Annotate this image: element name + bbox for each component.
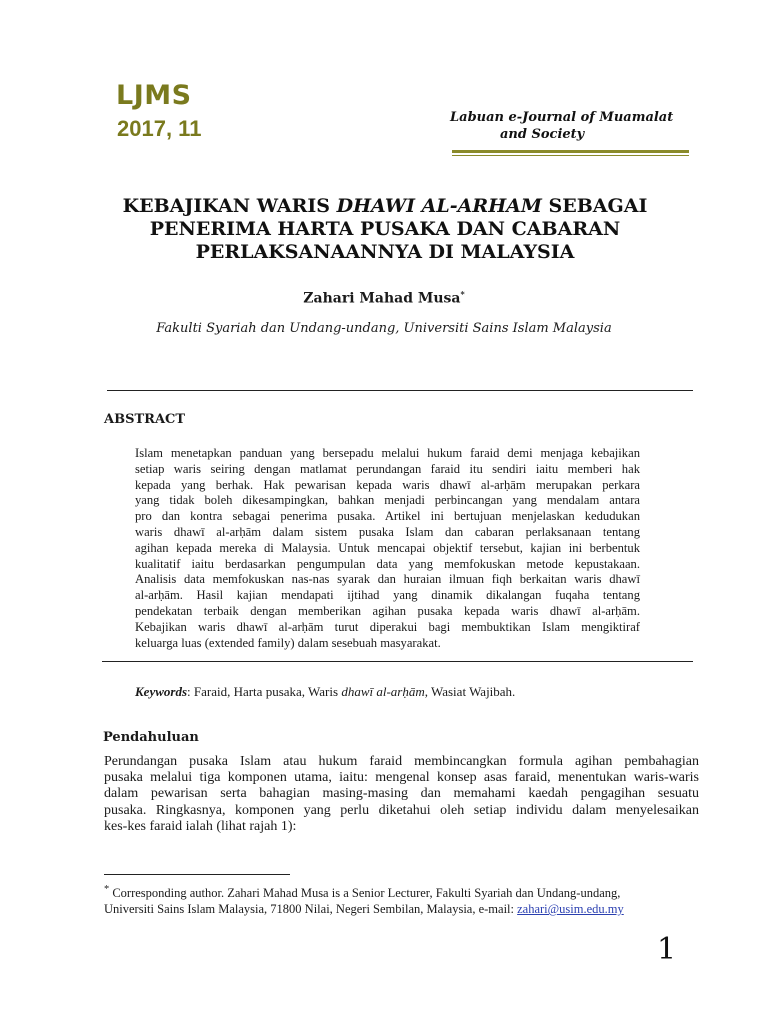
keywords-text-italic: dhawī al-arḥām (341, 684, 425, 699)
abstract-line: keluarga luas (extended family) dalam sesebuah masyarakat. (135, 635, 441, 650)
journal-logo: LJMS (116, 80, 192, 111)
introduction-line: Perundangan pusaka Islam atau hukum faraid membincangkan formula agihan pembahagian (104, 754, 699, 769)
abstract-line: Analisis data memfokuskan nas-nas syarak dan huraian ilmuan fiqh berkaitan waris dhawī (135, 572, 640, 587)
abstract-body (135, 446, 640, 651)
abstract-line: setiap waris seiring dengan matlamat perundangan faraid itu sendiri iaitu memberi hak (135, 461, 640, 476)
author-name (0, 289, 768, 307)
title-line-1-pre: KEBAJIKAN WARIS (122, 195, 337, 217)
abstract-line: kepada yang berhak. Hak pewarisan kepada waris dhawī al-arḥām merupakan perkara (135, 477, 640, 492)
journal-issue: 2017, 11 (117, 116, 202, 141)
title-line-2: PENERIMA HARTA PUSAKA DAN CABARAN (149, 218, 621, 240)
abstract-line: Islam menetapkan panduan yang bersepadu melalui hukum faraid demi menjaga kebajikan (135, 446, 640, 460)
title-line-1-italic: DHAWI AL-ARHAM (336, 195, 542, 217)
footnote-rule (104, 874, 290, 875)
footnote (104, 882, 700, 917)
page-number: 1 (657, 932, 677, 967)
abstract-line: al-arḥām. Hasil kajian mendapati ijtihad yang dinamik dikalangan fuqaha tentang (135, 588, 640, 603)
abstract-line: pendekatan terbaik dengan memberikan agihan pusaka kepada waris dhawī al-arḥām. (135, 603, 640, 618)
footnote-line-2 (104, 901, 700, 917)
introduction-body (104, 754, 699, 835)
introduction-line: kes-kes faraid ialah (lihat rajah 1): (104, 818, 297, 834)
section-heading-introduction: Pendahuluan (103, 730, 199, 745)
title-line-1 (70, 195, 700, 218)
keywords-label: Keywords (135, 684, 187, 699)
abstract-line: agihan kepada mereka di Malaysia. Untuk mencapai objektif tersebut, kajian ini berbentuk (135, 540, 640, 555)
keywords (135, 684, 515, 700)
divider-middle (102, 661, 693, 662)
author-mark: * (460, 289, 465, 299)
keywords-text-post: , Wasiat Wajibah. (424, 684, 516, 699)
abstract-line: Kebajikan waris dhawī al-arḥām turut diperakui bagi membuktikan Islam mengiktiraf (135, 619, 640, 634)
introduction-line: pusaka melalui tiga komponen utama, iaitu: mengenal konsep asas faraid, menentukan waris-waris (104, 770, 699, 786)
author-name-text: Zahari Mahad Musa (303, 290, 461, 307)
author-affiliation: Fakulti Syariah dan Undang-undang, Universiti Sains Islam Malaysia (156, 321, 612, 336)
title-line-3: PERLAKSANAANNYA DI MALAYSIA (195, 241, 575, 263)
footnote-line-1 (104, 882, 700, 901)
footnote-line-1-text: Corresponding author. Zahari Mahad Musa is a Senior Lecturer, Fakulti Syariah dan Undang-undang, (109, 886, 621, 901)
journal-name (450, 109, 690, 143)
abstract-line: yang tidak boleh dikesampingkan, bahkan menjadi perbincangan yang mendalam antara (135, 493, 640, 508)
title-line-1-post: SEBAGAI (541, 195, 648, 217)
abstract-line: kualitatif iaitu berdasarkan pengumpulan data yang memfokuskan metode kepustakaan. (135, 556, 640, 571)
abstract-heading: ABSTRACT (104, 412, 186, 427)
footnote-mark: * (104, 884, 110, 895)
abstract-line: waris dhawī al-arḥām dalam sistem pusaka Islam dan cabaran perlaksanaan tentang (135, 524, 640, 539)
author-email-link[interactable]: zahari@usim.edu.my (517, 902, 624, 917)
header-rule-thin (452, 155, 689, 156)
journal-name-line-2: and Society (500, 127, 585, 142)
divider-top (107, 390, 693, 391)
journal-name-line-1: Labuan e-Journal of Muamalat (450, 110, 674, 125)
introduction-line: pusaka. Ringkasnya, komponen yang perlu diketahui oleh setiap individu dalam menyelesaikan (104, 802, 699, 818)
keywords-text-pre: : Faraid, Harta pusaka, Waris (187, 684, 342, 699)
introduction-line: dalam pewarisan serta bahagian masing-masing dan memahami kaedah pengagihan sesuatu (104, 786, 699, 802)
header-rule-thick (452, 150, 689, 153)
article-title (70, 195, 700, 264)
abstract-line: pro dan kontra sebagai penerima pusaka. Artikel ini bertujuan menjelaskan kedudukan (135, 509, 640, 524)
footnote-line-2-text: Universiti Sains Islam Malaysia, 71800 Nilai, Negeri Sembilan, Malaysia, e-mail: (104, 902, 518, 917)
